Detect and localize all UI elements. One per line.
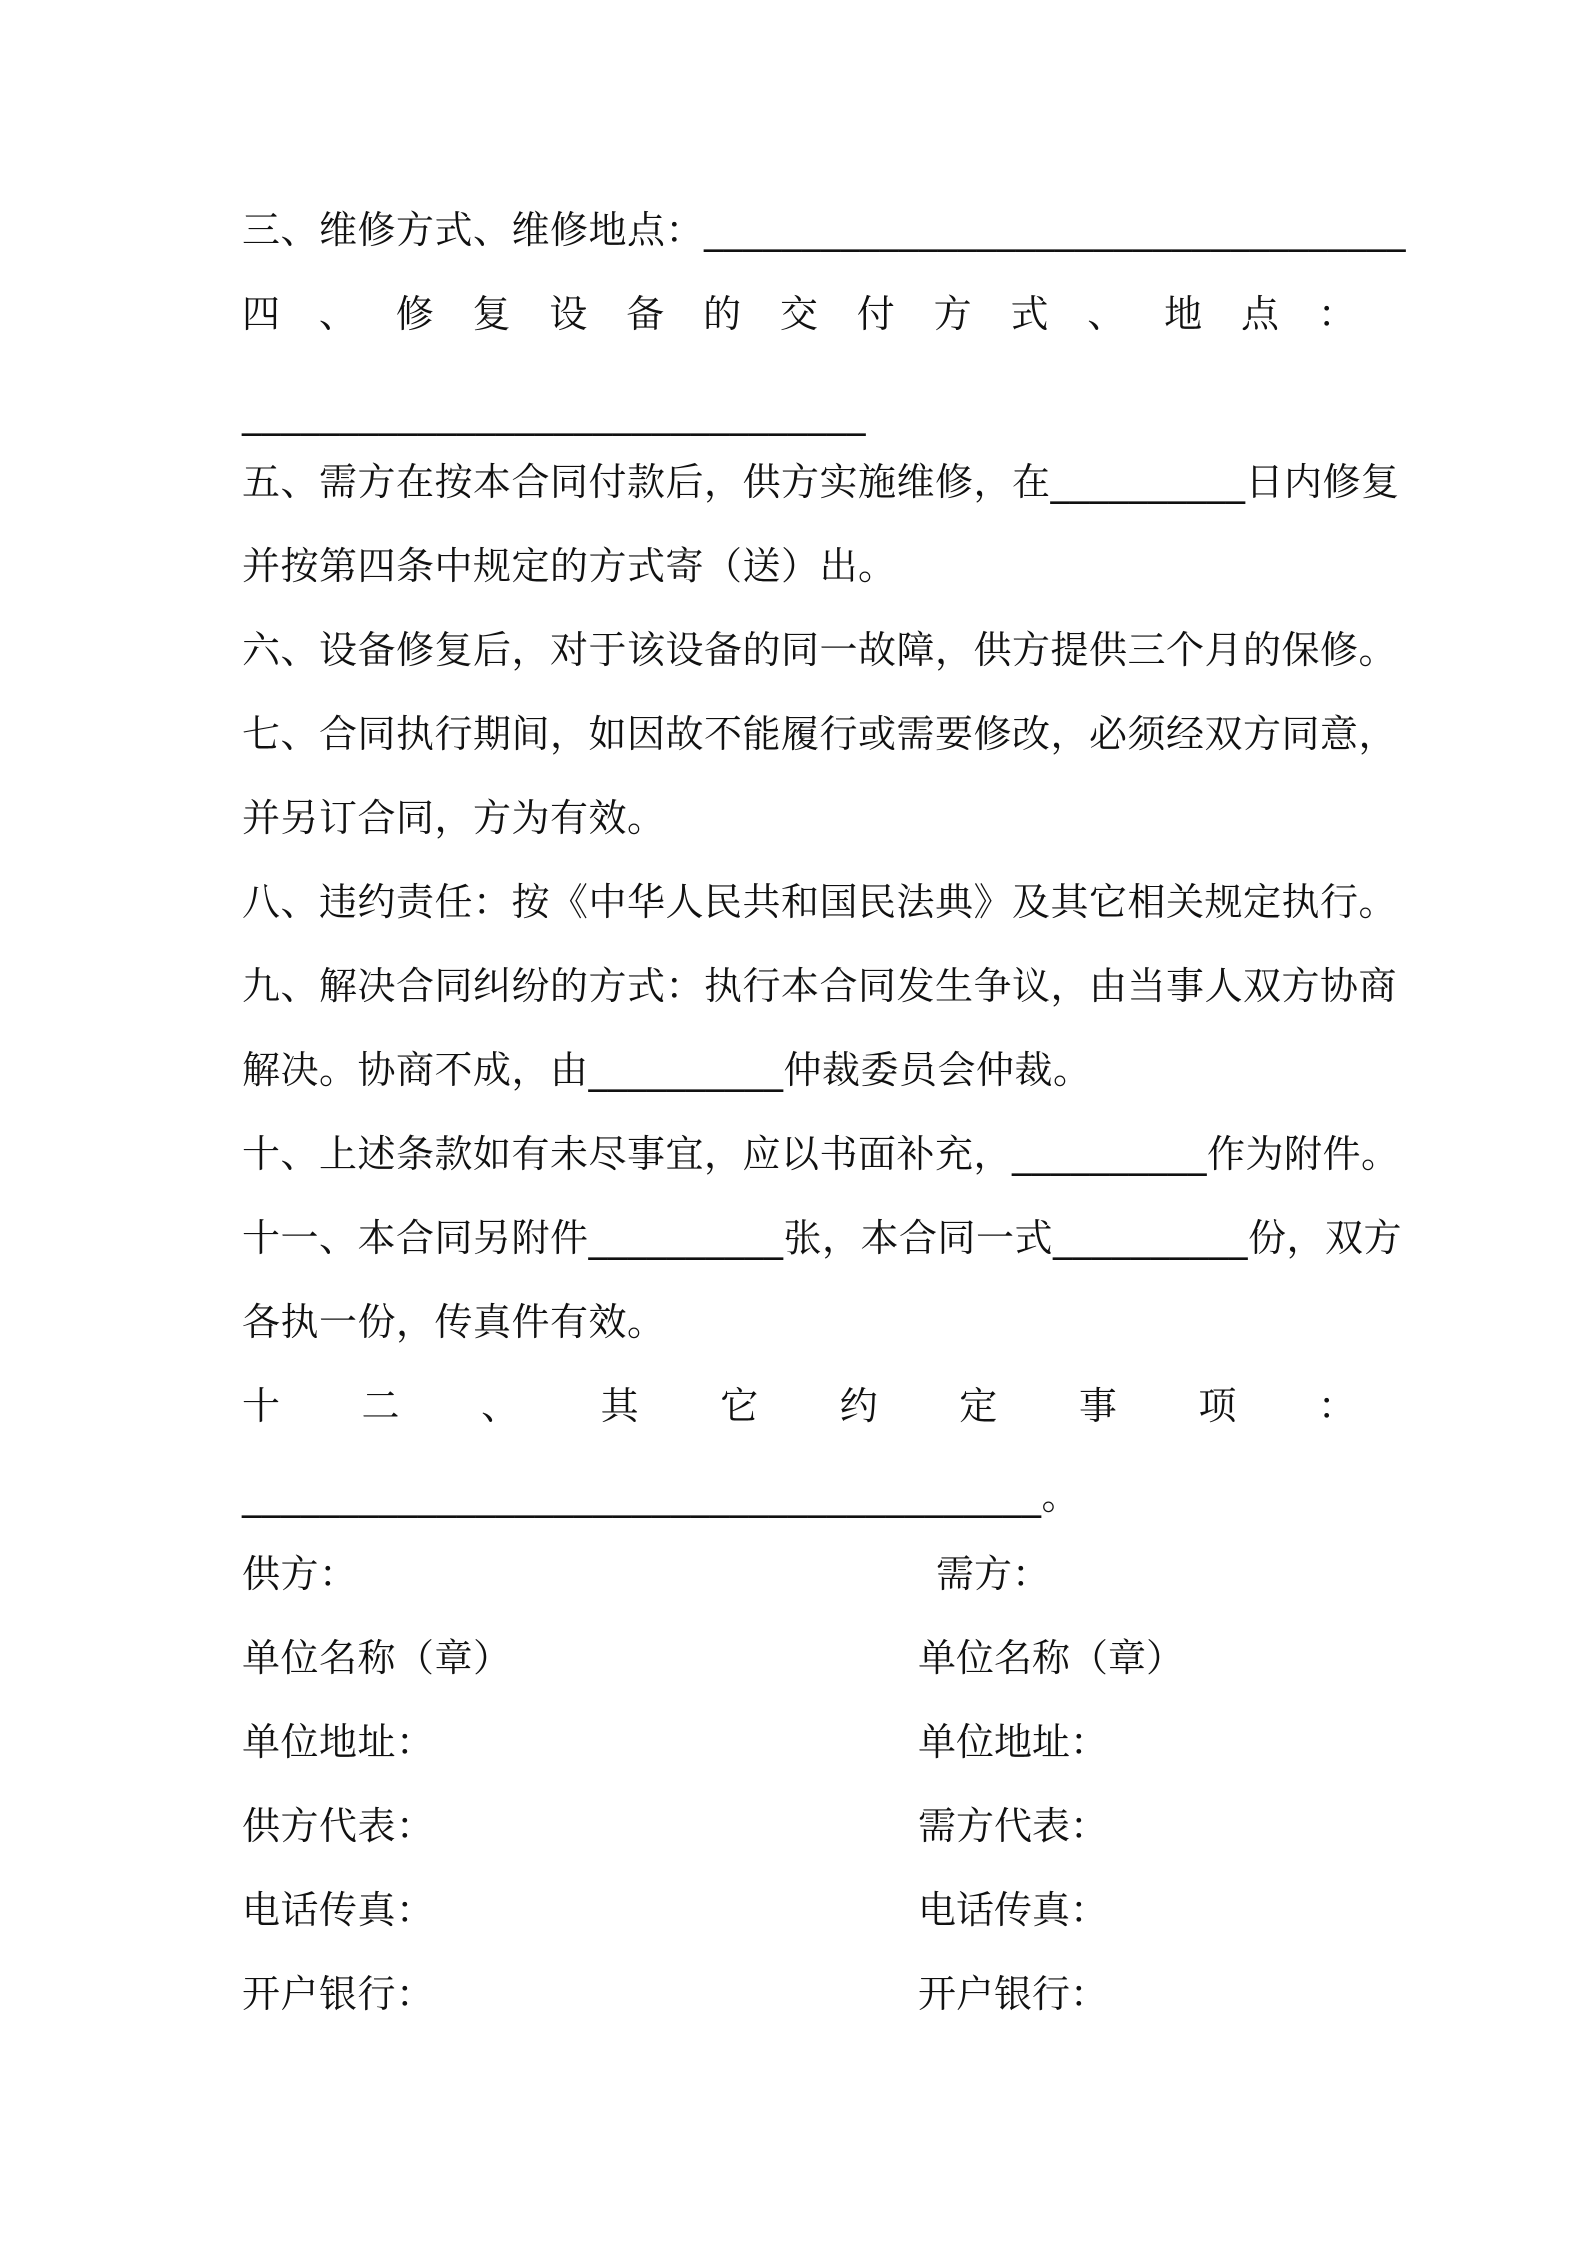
supplier-rep-label: 供方代表： xyxy=(242,1804,435,1848)
clause-4-char: 付 xyxy=(856,292,895,336)
supplier-address-label: 单位地址： xyxy=(242,1720,435,1764)
buyer-name-label: 单位名称（章） xyxy=(918,1636,1185,1680)
clause-12-char: 定 xyxy=(959,1384,998,1428)
clause-6: 六、设备修复后，对于该设备的同一故障，供方提供三个月的保修。 xyxy=(242,628,1398,672)
supplier-phone-label: 电话传真： xyxy=(242,1888,435,1932)
clause-12-char: 二 xyxy=(361,1384,400,1428)
clause-12-char: 、 xyxy=(481,1384,520,1428)
supplier-bank-label: 开户银行： xyxy=(242,1972,435,2016)
buyer-title: 需方： xyxy=(936,1552,1051,1596)
clause-5-line-1: 五、需方在按本合同付款后，供方实施维修，在__________日内修复 xyxy=(242,460,1400,504)
clause-5-line-2: 并按第四条中规定的方式寄（送）出。 xyxy=(242,544,897,588)
supplier-name-label: 单位名称（章） xyxy=(242,1636,512,1680)
clause-12-char: 十 xyxy=(242,1384,281,1428)
buyer-rep-label: 需方代表： xyxy=(918,1804,1109,1848)
clause-4-char: 复 xyxy=(472,292,511,336)
clause-4-char: 的 xyxy=(703,292,742,336)
clause-7-line-1: 七、合同执行期间，如因故不能履行或需要修改，必须经双方同意， xyxy=(242,712,1398,756)
clause-4-char: 设 xyxy=(549,292,588,336)
clause-11-line-1: 十一、本合同另附件__________张，本合同一式__________份，双方 xyxy=(242,1216,1403,1260)
clause-12-char: 项 xyxy=(1198,1384,1237,1428)
clause-12-char: 事 xyxy=(1078,1384,1117,1428)
clause-4-char: 修 xyxy=(395,292,434,336)
clause-12-char: 其 xyxy=(600,1384,639,1428)
clause-4-char: 地 xyxy=(1164,292,1203,336)
clause-4-char: 四 xyxy=(242,292,281,336)
clause-4-char: 、 xyxy=(1087,292,1126,336)
clause-12-blank: _________________________________________。 xyxy=(242,1474,1081,1518)
clause-4-char: 式 xyxy=(1010,292,1049,336)
clause-7-line-2: 并另订合同，方为有效。 xyxy=(242,796,666,840)
clause-4-char: 方 xyxy=(933,292,972,336)
clause-10: 十、上述条款如有未尽事宜，应以书面补充，__________作为附件。 xyxy=(242,1132,1400,1176)
supplier-title: 供方： xyxy=(242,1552,358,1596)
clause-3: 三、维修方式、维修地点：____________________________________ xyxy=(242,208,1407,252)
clause-12-spread xyxy=(242,1378,1356,1434)
clause-11-line-2: 各执一份，传真件有效。 xyxy=(242,1300,666,1344)
clause-9-line-2: 解决。协商不成，由__________仲裁委员会仲裁。 xyxy=(242,1048,1092,1092)
clause-12-char: 约 xyxy=(839,1384,878,1428)
clause-4-char: 、 xyxy=(318,292,357,336)
clause-4-spread xyxy=(242,286,1356,342)
clause-4-char: ： xyxy=(1317,292,1356,336)
clause-4-char: 备 xyxy=(626,292,665,336)
clause-12-char: 它 xyxy=(720,1384,759,1428)
clause-8: 八、违约责任：按《中华人民共和国民法典》及其它相关规定执行。 xyxy=(242,880,1398,924)
clause-12-char: ： xyxy=(1317,1384,1356,1428)
buyer-bank-label: 开户银行： xyxy=(918,1972,1109,2016)
buyer-phone-label: 电话传真： xyxy=(918,1888,1109,1932)
clause-4-char: 交 xyxy=(779,292,818,336)
clause-4-blank: ________________________________ xyxy=(242,392,866,436)
clause-9-line-1: 九、解决合同纠纷的方式：执行本合同发生争议，由当事人双方协商 xyxy=(242,964,1398,1008)
clause-4-char: 点 xyxy=(1240,292,1279,336)
buyer-address-label: 单位地址： xyxy=(918,1720,1109,1764)
